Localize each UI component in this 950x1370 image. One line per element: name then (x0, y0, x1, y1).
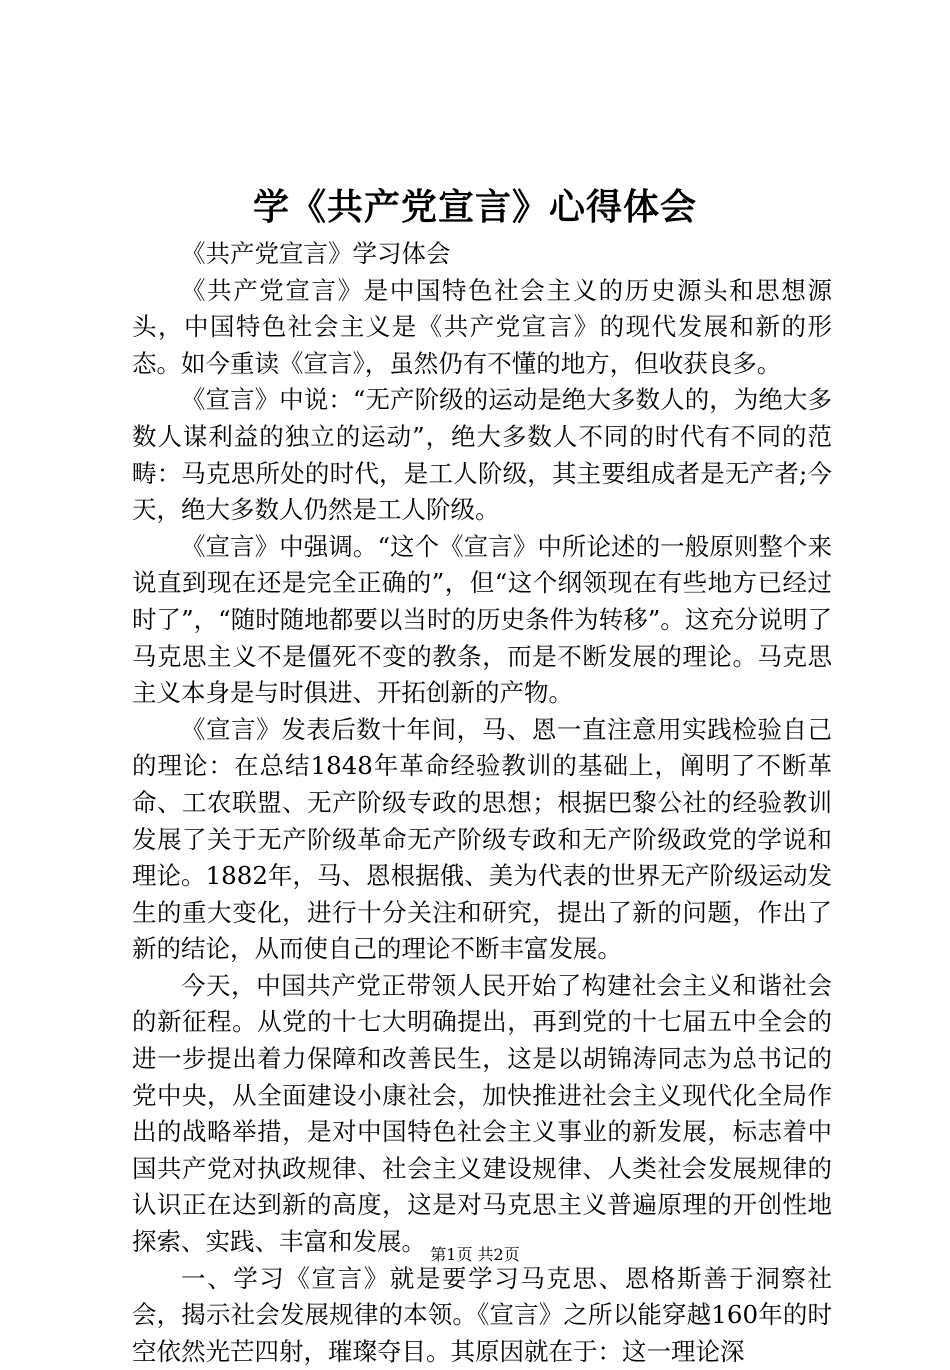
page-footer: 第1页 共2页 (430, 1245, 520, 1264)
paragraph-4: 《宣言》发表后数十年间，马、恩一直注意用实践检验自己的理论：在总结1848年革命经验教训的基础上，阐明了不断革命、工农联盟、无产阶级专政的思想；根据巴黎公社的经验教训发展了关于无产阶级革命无产阶级专政和无产阶级政党的学说和理论。1882年，马、恩根据俄、美为代表的世界无产阶级运动发生的重大变化，进行十分关注和研究，提出了新的问题，作出了新的结论，从而使自己的理论不断丰富发展。 (132, 714, 832, 964)
paragraph-2: 《宣言》中说：“无产阶级的运动是绝大多数人的，为绝大多数人谋利益的独立的运动”，绝大多数人不同的时代有不同的范畴：马克思所处的时代，是工人阶级，其主要组成者是无产者;今天，绝大多数人仍然是工人阶级。 (132, 385, 832, 525)
paragraph-6: 一、学习《宣言》就是要学习马克思、恩格斯善于洞察社会，揭示社会发展规律的本领。《宣言》之所以能穿越160年的时空依然光芒四射，璀璨夺目。其原因就在于：这一理论深 (132, 1263, 832, 1366)
paragraph-1: 《共产党宣言》是中国特色社会主义的历史源头和思想源头，中国特色社会主义是《共产党宣言》的现代发展和新的形态。如今重读《宣言》，虽然仍有不懂的地方，但收获良多。 (132, 275, 832, 378)
document-body (132, 236, 832, 1370)
document-title: 学《共产党宣言》心得体会 (252, 186, 697, 228)
paragraph-5: 今天，中国共产党正带领人民开始了构建社会主义和谐社会的新征程。从党的十七大明确提出，再到党的十七届五中全会的进一步提出着力保障和改善民生，这是以胡锦涛同志为总书记的党中央，从全面建设小康社会，加快推进社会主义现代化全局作出的战略举措，是对中国特色社会主义事业的新发展，标志着中国共产党对执政规律、社会主义建设规律、人类社会发展规律的认识正在达到新的高度，这是对马克思主义普遍原理的开创性地探索、实践、丰富和发展。 (132, 970, 832, 1257)
paragraph-subtitle: 《共产党宣言》学习体会 (181, 239, 451, 268)
paragraph-3: 《宣言》中强调。“这个《宣言》中所论述的一般原则整个来说直到现在还是完全正确的”，但“这个纲领现在有些地方已经过时了”，“随时随地都要以当时的历史条件为转移”。这充分说明了马克思主义不是僵死不变的教条，而是不断发展的理论。马克思主义本身是与时俱进、开拓创新的产物。 (132, 531, 832, 708)
